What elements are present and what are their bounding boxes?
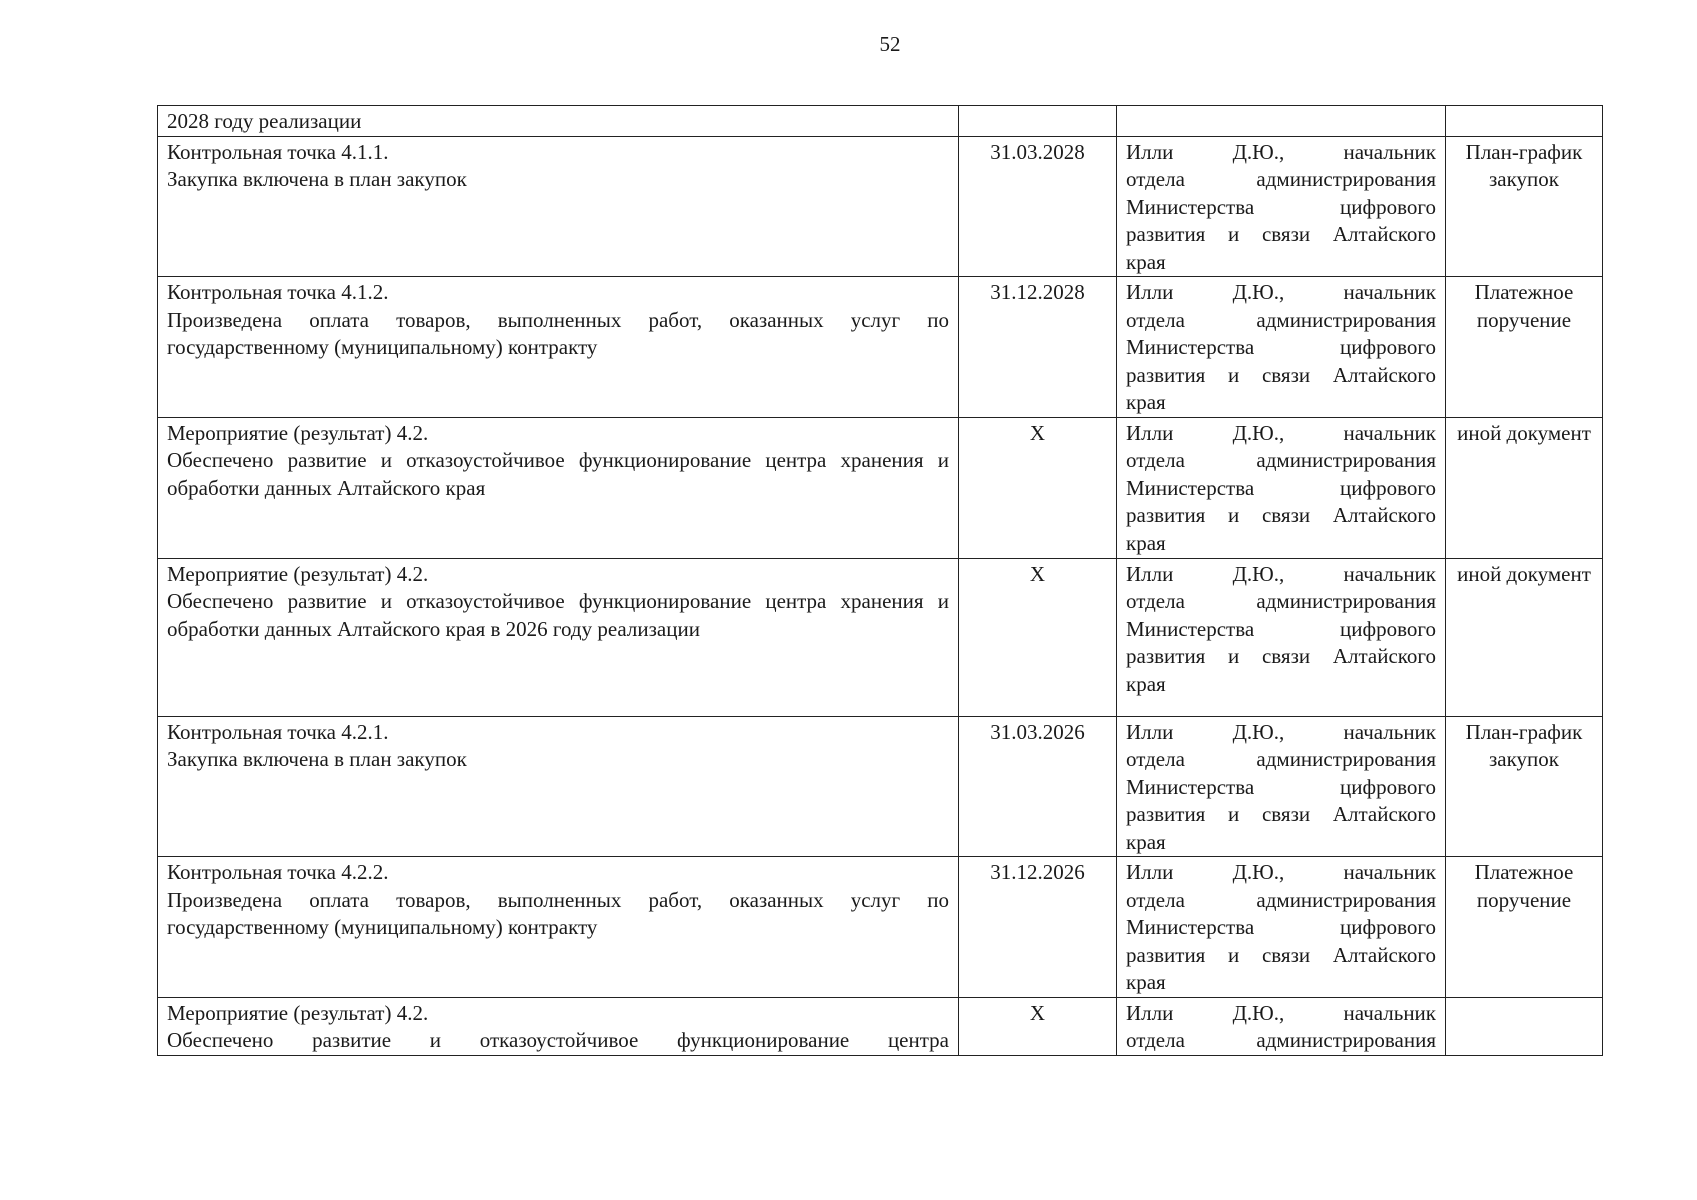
responsible-cell	[1117, 136, 1446, 277]
row-text: Обеспечено развитие и отказоустойчивое функционирование центра	[167, 1028, 949, 1052]
row-text: Произведена оплата товаров, выполненных работ, оказанных услуг по государственному (муниципальному) контракту	[167, 887, 949, 939]
responsible-line: развития и связи Алтайского	[1126, 362, 1436, 387]
responsible-cell	[1117, 716, 1446, 857]
responsible-line: Министерства цифрового	[1126, 335, 1436, 359]
row-title: Контрольная точка 4.2.2.	[167, 860, 389, 884]
responsible-line: развития и связи Алтайского	[1126, 222, 1436, 246]
row-title: Мероприятие (результат) 4.2.	[167, 420, 429, 445]
responsible-line: Илли Д.Ю., начальник	[1126, 420, 1436, 445]
date-cell: 31.03.2028	[959, 136, 1117, 277]
responsible-cell	[1117, 417, 1446, 558]
row-text: Произведена оплата товаров, выполненных работ, оказанных услуг по государственному (муниципальному) контракту	[167, 307, 949, 359]
responsible-line: края	[1126, 390, 1166, 414]
table-row	[158, 417, 1603, 558]
table-row	[158, 716, 1603, 857]
responsible-line: отдела администрирования	[1126, 747, 1436, 771]
date-cell: Х	[959, 997, 1117, 1055]
responsible-line: края	[1126, 530, 1166, 555]
responsible-line: края	[1126, 671, 1166, 696]
row-title: Контрольная точка 4.1.2.	[167, 280, 389, 304]
description-cell	[158, 716, 959, 857]
row-text: Обеспечено развитие и отказоустойчивое функционирование центра хранения и обработки данных Алтайского края	[167, 448, 949, 500]
responsible-line: Илли Д.Ю., начальник	[1126, 561, 1436, 586]
date-cell	[959, 106, 1117, 137]
responsible-line: Министерства цифрового	[1126, 616, 1436, 641]
responsible-line: края	[1126, 249, 1166, 274]
responsible-line: развития и связи Алтайского	[1126, 802, 1436, 826]
plan-table	[157, 105, 1603, 1056]
table-row	[158, 277, 1603, 418]
page-number: 52	[879, 32, 901, 56]
table-row	[158, 136, 1603, 277]
table-row	[158, 106, 1603, 137]
document-cell: Платежное поручение	[1446, 277, 1603, 418]
table-body	[158, 106, 1603, 1056]
table-row	[158, 558, 1603, 716]
row-title: Контрольная точка 4.2.1.	[167, 719, 389, 744]
responsible-line: Илли Д.Ю., начальник	[1126, 1000, 1436, 1025]
description-cell	[158, 277, 959, 418]
description-cell	[158, 417, 959, 558]
table-row	[158, 997, 1603, 1055]
table-row	[158, 857, 1603, 998]
responsible-cell	[1117, 997, 1446, 1055]
description-cell	[158, 136, 959, 277]
document-cell	[1446, 997, 1603, 1055]
row-text: Закупка включена в план закупок	[167, 167, 467, 191]
responsible-line: развития и связи Алтайского	[1126, 503, 1436, 527]
date-cell: 31.12.2026	[959, 857, 1117, 998]
document-cell: иной документ	[1446, 417, 1603, 558]
responsible-line: Министерства цифрового	[1126, 475, 1436, 500]
responsible-cell	[1117, 558, 1446, 716]
date-cell: Х	[959, 558, 1117, 716]
date-cell: 31.12.2028	[959, 277, 1117, 418]
row-title: Мероприятие (результат) 4.2.	[167, 561, 429, 586]
document-cell	[1446, 106, 1603, 137]
responsible-line: Министерства цифрового	[1126, 915, 1436, 939]
responsible-line: Илли Д.Ю., начальник	[1126, 139, 1436, 164]
description-cell	[158, 558, 959, 716]
responsible-line: края	[1126, 829, 1166, 854]
responsible-line: Илли Д.Ю., начальник	[1126, 860, 1436, 884]
date-cell: 31.03.2026	[959, 716, 1117, 857]
row-text: Обеспечено развитие и отказоустойчивое функционирование центра хранения и обработки данных Алтайского края в 2026 году реализации	[167, 589, 949, 641]
document-cell: иной документ	[1446, 558, 1603, 716]
responsible-line: Министерства цифрового	[1126, 194, 1436, 219]
responsible-cell	[1117, 857, 1446, 998]
document-cell: План-график закупок	[1446, 716, 1603, 857]
responsible-line: Министерства цифрового	[1126, 774, 1436, 799]
responsible-line: края	[1126, 970, 1166, 994]
row-title: Мероприятие (результат) 4.2.	[167, 1000, 429, 1025]
description-cell	[158, 106, 959, 137]
responsible-line: развития и связи Алтайского	[1126, 644, 1436, 668]
responsible-line: отдела администрирования	[1126, 589, 1436, 613]
row-title: 2028 году реализации	[167, 109, 362, 133]
row-title: Контрольная точка 4.1.1.	[167, 139, 389, 164]
responsible-line: отдела администрирования	[1126, 307, 1436, 332]
responsible-line: отдела администрирования	[1126, 1028, 1436, 1052]
row-text: Закупка включена в план закупок	[167, 747, 467, 771]
responsible-cell	[1117, 106, 1446, 137]
description-cell	[158, 997, 959, 1055]
responsible-line: Илли Д.Ю., начальник	[1126, 280, 1436, 304]
responsible-line: развития и связи Алтайского	[1126, 942, 1436, 967]
responsible-line: отдела администрирования	[1126, 167, 1436, 191]
responsible-line: отдела администрирования	[1126, 887, 1436, 912]
description-cell	[158, 857, 959, 998]
document-cell: Платежное поручение	[1446, 857, 1603, 998]
responsible-cell	[1117, 277, 1446, 418]
date-cell: Х	[959, 417, 1117, 558]
document-cell: План-график закупок	[1446, 136, 1603, 277]
responsible-line: отдела администрирования	[1126, 448, 1436, 472]
responsible-line: Илли Д.Ю., начальник	[1126, 719, 1436, 744]
